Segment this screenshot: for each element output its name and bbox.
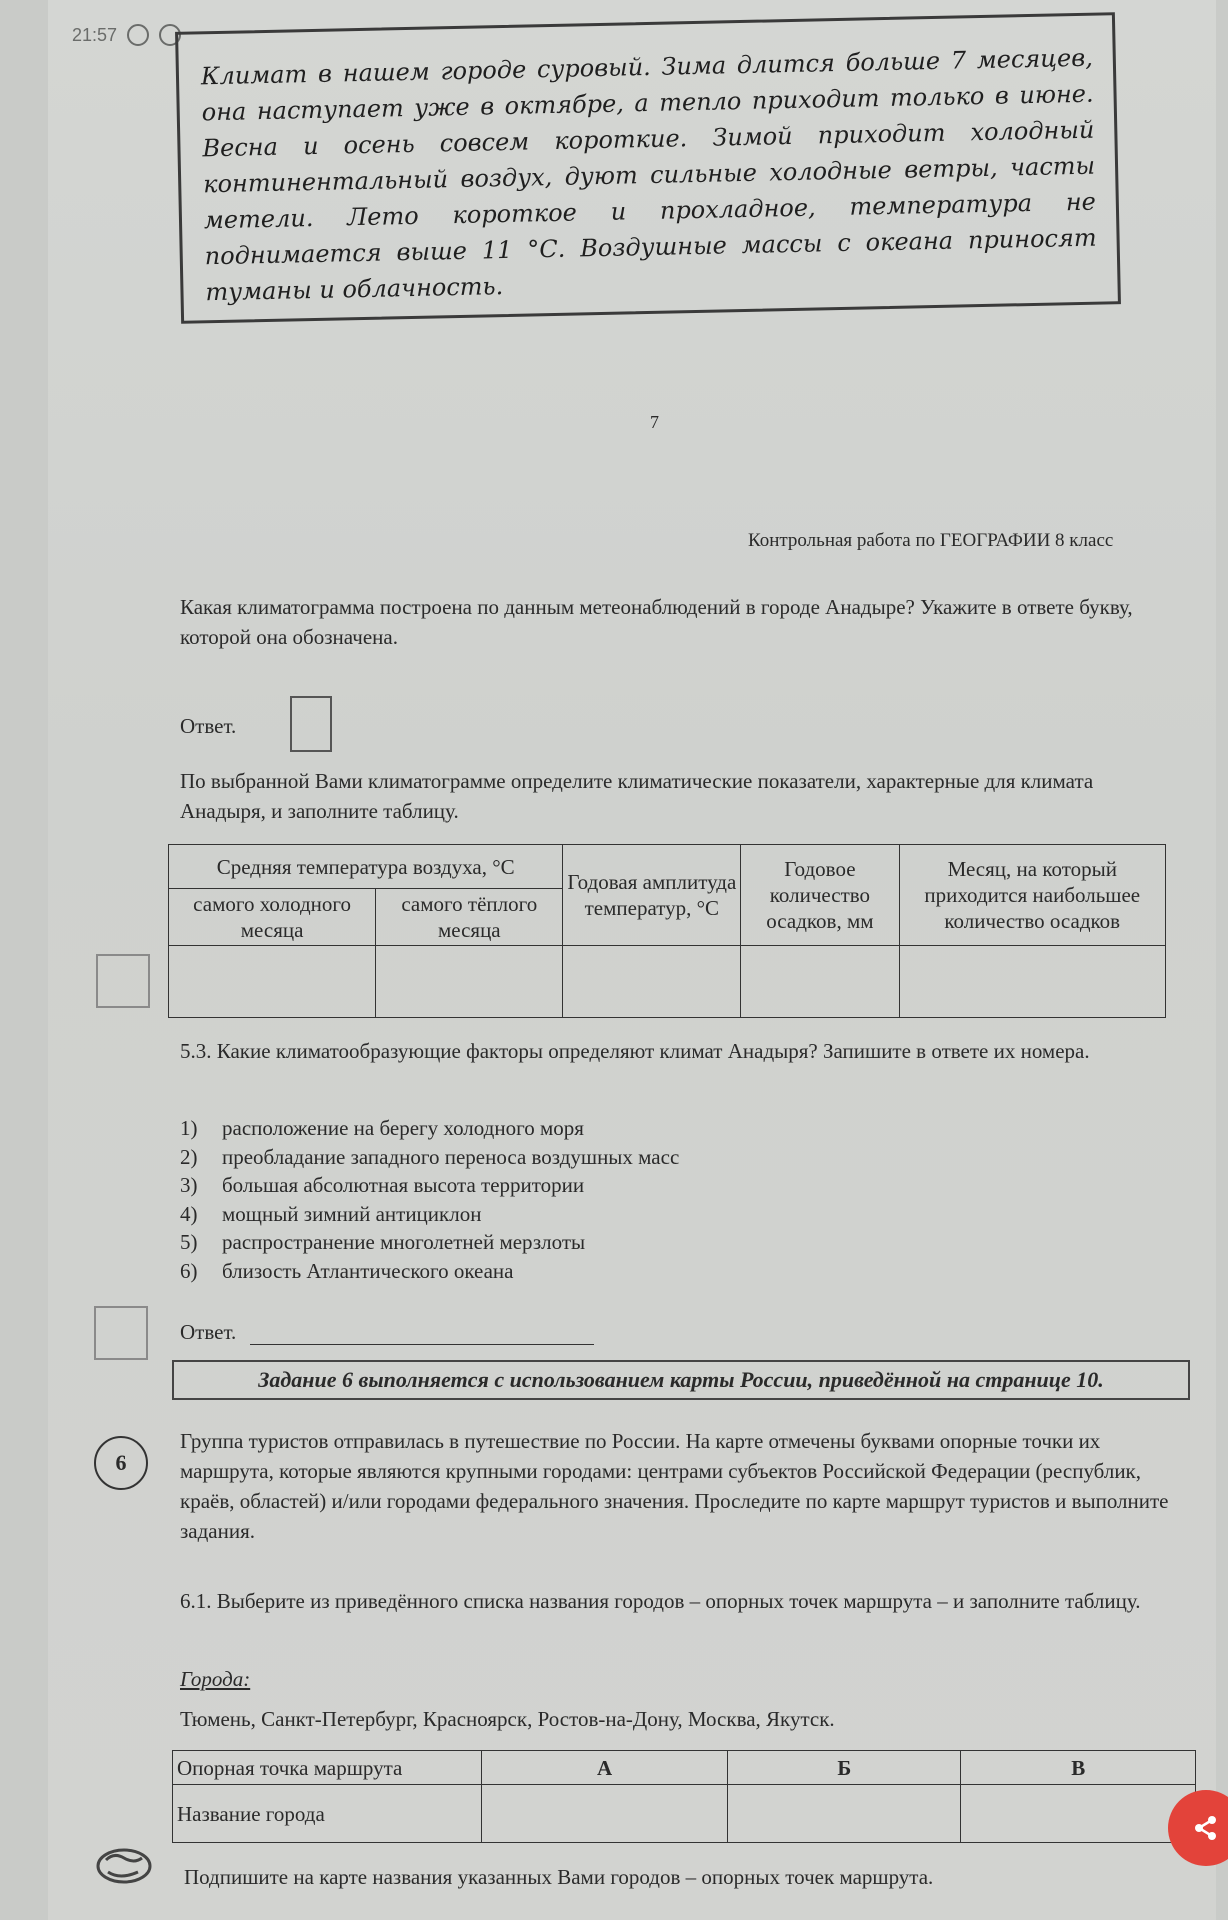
question-5-1: Какая климатограмма построена по данным метеонаблюдений в городе Анадыре? Укажите в ответе букву, которой она обозначена. bbox=[180, 595, 1133, 649]
cell-city-b-input[interactable] bbox=[728, 1785, 961, 1843]
task6-text: Группа туристов отправилась в путешествие по России. На карте отмечены буквами опорные точки их маршрута, которые являются крупными городами: центрами субъектов Российской Федерации (республик, краёв, областей) и/или городами федерального значения. Проследите по карте маршрут туристов и выполните задания. bbox=[180, 1429, 1169, 1543]
header-avg-temp: Средняя температура воздуха, °С bbox=[169, 845, 563, 889]
answer-line[interactable] bbox=[250, 1344, 594, 1345]
row-label-point: Опорная точка маршрута bbox=[173, 1751, 482, 1785]
col-b: Б bbox=[728, 1751, 961, 1785]
globe-icon bbox=[94, 1846, 154, 1886]
share-icon bbox=[1192, 1814, 1220, 1842]
list-item: 4) мощный зимний антициклон bbox=[180, 1201, 482, 1226]
list-item: 1) расположение на берегу холодного моря bbox=[180, 1116, 584, 1140]
task6-footer: Подпишите на карте названия указанных Вами городов – опорных точек маршрута. bbox=[184, 1865, 934, 1889]
header-max-month: Месяц, на который приходится наибольшее количество осадков bbox=[899, 845, 1166, 946]
status-time: 21:57 bbox=[72, 24, 118, 45]
handwritten-climate-text: Климат в нашем городе суровый. Зима длится больше 7 месяцев, она наступает уже в октябре, а тепло приходит только в июне. Весна и осень совсем короткие. Зимой приходит холодный континентальный воздух, дуют сильные холодные ветры, часты метели. Лето короткое и прохладное, температура не поднимается выше 11 °С. Воздушные массы с океана приносят туманы и облачность. bbox=[175, 12, 1121, 324]
question-5-3: 5.3. Какие климатообразующие факторы определяют климат Анадыря? Запишите в ответе их номера. bbox=[180, 1039, 1090, 1063]
climate-table bbox=[168, 844, 1166, 1018]
score-box bbox=[94, 1306, 148, 1360]
list-item: 2) преобладание западного переноса воздушных масс bbox=[180, 1144, 680, 1169]
answer-label: Ответ. bbox=[180, 1320, 237, 1344]
cities-list: Тюмень, Санкт-Петербург, Красноярск, Ростов-на-Дону, Москва, Якутск. bbox=[180, 1707, 835, 1731]
cities-label: Города: bbox=[180, 1667, 251, 1691]
col-c: В bbox=[961, 1751, 1196, 1785]
header-coldest: самого холодного месяца bbox=[169, 889, 376, 946]
page-header: Контрольная работа по ГЕОГРАФИИ 8 класс bbox=[748, 530, 1114, 551]
factor-list bbox=[180, 1114, 679, 1285]
row-label-city: Название города bbox=[173, 1785, 482, 1843]
cell-city-a-input[interactable] bbox=[482, 1785, 728, 1843]
cell-precip-input[interactable] bbox=[741, 946, 899, 1018]
answer-label: Ответ. bbox=[180, 714, 237, 738]
header-precip: Годовое количество осадков, мм bbox=[741, 845, 899, 946]
status-bar bbox=[72, 24, 181, 46]
cell-amplitude-input[interactable] bbox=[563, 946, 741, 1018]
page-number: 7 bbox=[650, 412, 659, 432]
header-amplitude: Годовая амплитуда температур, °С bbox=[563, 845, 741, 946]
cell-coldest-input[interactable] bbox=[169, 946, 376, 1018]
route-table bbox=[172, 1750, 1196, 1843]
cell-max-month-input[interactable] bbox=[899, 946, 1166, 1018]
question-6-1: 6.1. Выберите из приведённого списка названия городов – опорных точек маршрута – и заполните таблицу. bbox=[180, 1589, 1141, 1613]
answer-box[interactable] bbox=[290, 696, 332, 752]
question-5-2: По выбранной Вами климатограмме определите климатические показатели, характерные для климата Анадыря, и заполните таблицу. bbox=[180, 769, 1094, 823]
whatsapp-icon bbox=[127, 24, 149, 46]
score-box bbox=[96, 954, 150, 1008]
task6-banner: Задание 6 выполняется с использованием карты России, приведённой на странице 10. bbox=[172, 1360, 1190, 1400]
list-item: 6) близость Атлантического океана bbox=[180, 1258, 514, 1283]
list-item: 3) большая абсолютная высота территории bbox=[180, 1173, 585, 1197]
task-number-6: 6 bbox=[94, 1436, 148, 1490]
cell-warmest-input[interactable] bbox=[376, 946, 563, 1018]
header-warmest: самого тёплого месяца bbox=[376, 889, 563, 946]
cell-city-c-input[interactable] bbox=[961, 1785, 1196, 1843]
list-item: 5) распространение многолетней мерзлоты bbox=[180, 1230, 586, 1254]
col-a: А bbox=[482, 1751, 728, 1785]
